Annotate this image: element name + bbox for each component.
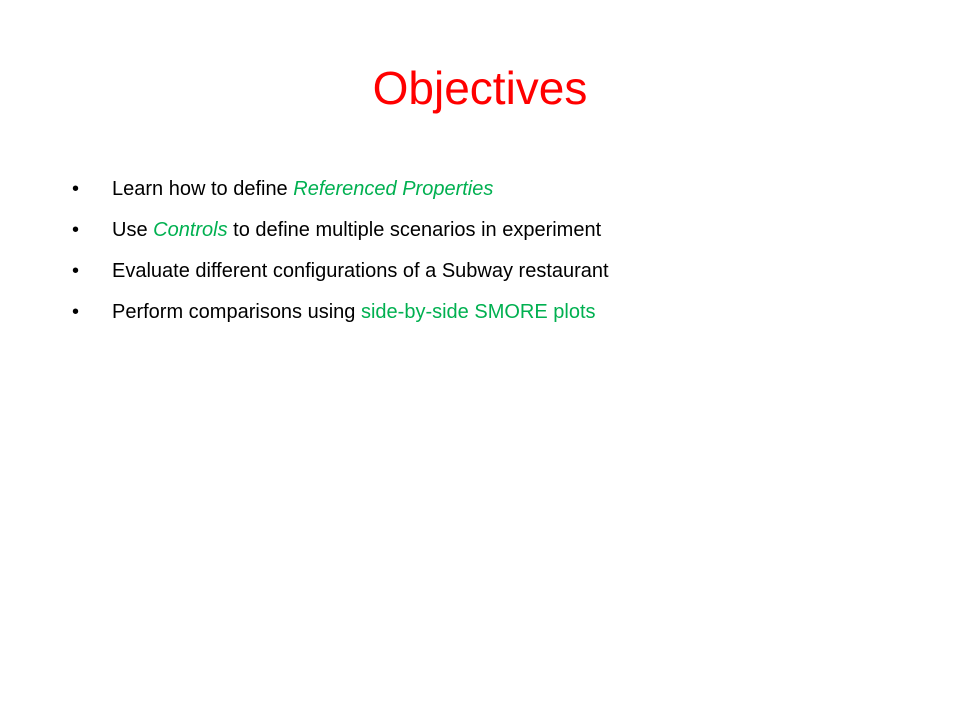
bullet-text: Learn how to define xyxy=(112,178,294,200)
bullet-icon: • xyxy=(72,219,80,241)
bullet-text: Use xyxy=(112,219,154,241)
objectives-list xyxy=(72,172,912,336)
slide-title: Objectives xyxy=(372,62,588,114)
bullet-icon: • xyxy=(72,260,80,282)
list-item xyxy=(72,213,912,254)
bullet-highlight: side-by-side SMORE plots xyxy=(360,301,596,323)
bullet-highlight: Referenced Properties xyxy=(293,178,494,200)
bullet-text-tail: to define multiple scenarios in experiment xyxy=(227,219,602,241)
bullet-icon: • xyxy=(72,301,80,323)
bullet-highlight: Controls xyxy=(153,219,228,241)
bullet-icon: • xyxy=(72,178,80,200)
list-item xyxy=(72,254,912,295)
list-item xyxy=(72,295,912,336)
bullet-text: Evaluate different configurations of a Subway restaurant xyxy=(112,260,609,282)
bullet-text: Perform comparisons using xyxy=(112,301,361,323)
list-item xyxy=(72,172,912,213)
